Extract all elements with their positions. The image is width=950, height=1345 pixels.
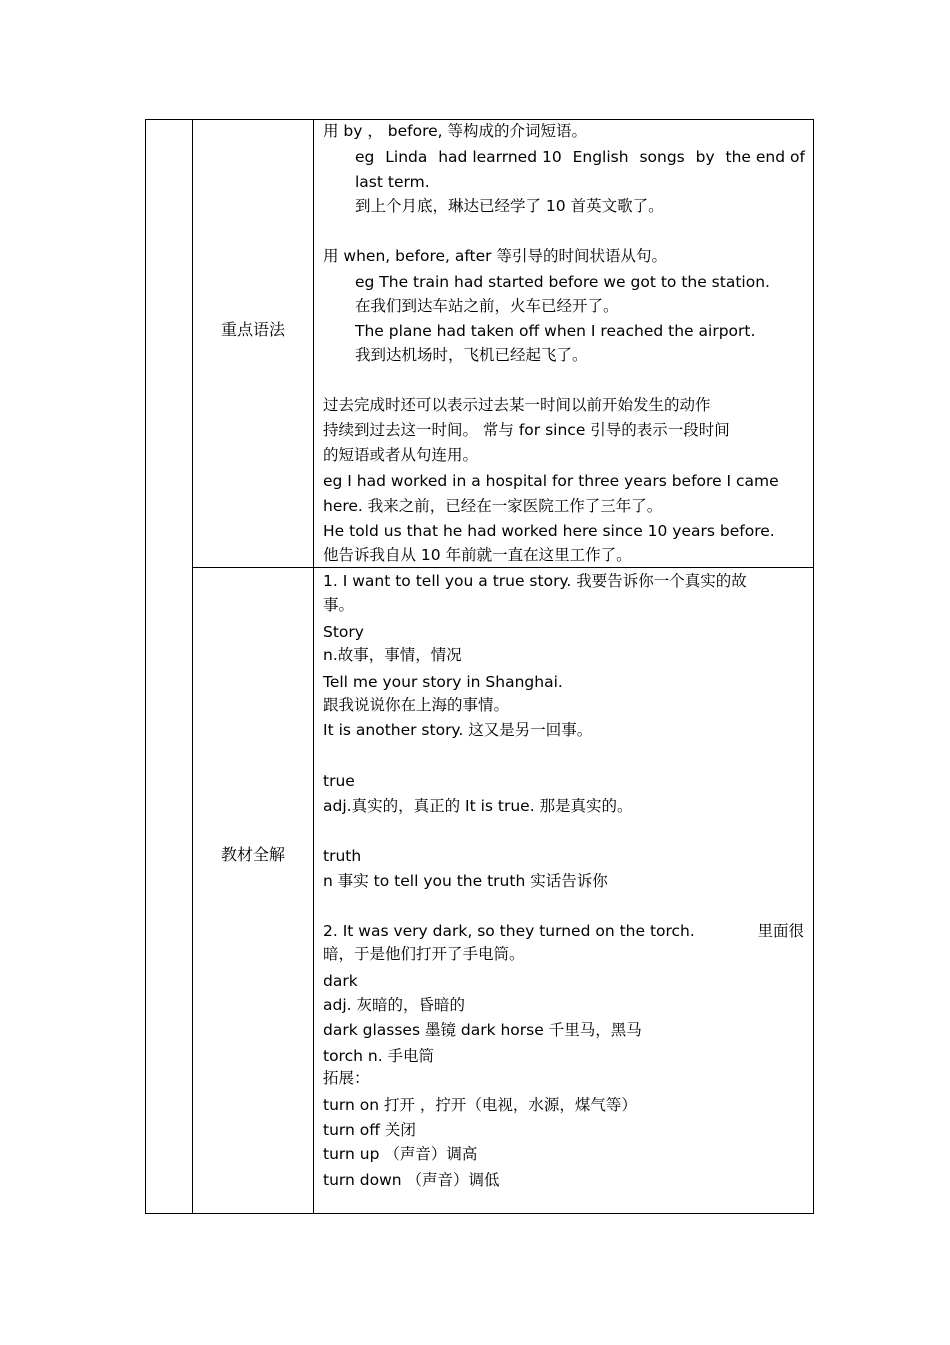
- row-label-textbook: 教材全解: [220, 845, 285, 864]
- content-line: n 事实 to tell you the truth 实话告诉你: [323, 872, 608, 890]
- content-line: eg The train had started before we got to the station.: [355, 273, 770, 291]
- content-line: here. 我来之前，已经在一家医院工作了三年了。: [323, 497, 663, 515]
- content-line: [323, 571, 747, 591]
- line-part: 里面很: [757, 922, 804, 940]
- content-line: 持续到过去这一时间。 常与 for since 引导的表示一段时间: [323, 421, 730, 439]
- content-line: [355, 147, 805, 167]
- content-line: It is another story. 这又是另一回事。: [323, 721, 593, 739]
- line-part: songs: [639, 148, 685, 166]
- row-divider: [192, 567, 814, 568]
- line-part: by: [695, 148, 715, 166]
- table-border-right: [813, 119, 814, 1214]
- content-line: 用 when, before, after 等引导的时间状语从句。: [323, 247, 667, 265]
- content-line: true: [323, 772, 355, 790]
- content-line: 我到达机场时，飞机已经起飞了。: [355, 346, 588, 364]
- content-line: adj.真实的，真正的 It is true. 那是真实的。: [323, 797, 633, 815]
- content-line: Story: [323, 623, 364, 641]
- table-border-left: [145, 119, 146, 1214]
- content-line: last term.: [355, 173, 430, 191]
- row-label-grammar: 重点语法: [220, 320, 285, 339]
- content-line: Tell me your story in Shanghai.: [323, 673, 563, 691]
- content-line: dark glasses 墨镜 dark horse 千里马，黑马: [323, 1021, 642, 1039]
- content-line: The plane had taken off when I reached the airport.: [355, 322, 756, 340]
- content-line: eg I had worked in a hospital for three years before I came: [323, 472, 779, 490]
- content-line: 的短语或者从句连用。: [323, 446, 479, 464]
- content-line: 他告诉我自从 10 年前就一直在这里工作了。: [323, 546, 632, 564]
- content-line: turn on 打开 ，拧开（电视，水源，煤气等）: [323, 1096, 637, 1114]
- content-line: turn down （声音）调低: [323, 1171, 500, 1189]
- content-line: dark: [323, 972, 358, 990]
- content-line: He told us that he had worked here since 10 years before.: [323, 522, 775, 540]
- content-line: 事。: [323, 596, 355, 614]
- content-line: 过去完成时还可以表示过去某一时间以前开始发生的动作: [323, 396, 711, 414]
- line-part: the end of: [725, 148, 805, 166]
- line-part: 1. I want to tell you a true story. 我要告诉你一个真实的故: [323, 572, 747, 590]
- line-part: had learrned 10: [438, 148, 562, 166]
- content-line: truth: [323, 847, 362, 865]
- line-part: 2. It was very dark, so they turned on the torch.: [323, 922, 695, 940]
- line-part: Linda: [385, 148, 428, 166]
- content-line: 暗，于是他们打开了手电筒。: [323, 945, 525, 963]
- content-line: turn off 关闭: [323, 1121, 416, 1139]
- content-line: 用 by ， before, 等构成的介词短语。: [323, 122, 588, 140]
- content-line: torch n. 手电筒: [323, 1047, 435, 1065]
- column-divider-2: [313, 119, 314, 1214]
- column-divider-1: [192, 119, 193, 1214]
- content-line: 拓展：: [323, 1069, 370, 1087]
- content-line: turn up （声音）调高: [323, 1145, 478, 1163]
- line-part: eg: [355, 148, 375, 166]
- table-border-top: [145, 119, 814, 120]
- table-border-bottom: [145, 1213, 814, 1214]
- content-line: adj. 灰暗的，昏暗的: [323, 996, 465, 1014]
- content-line: 跟我说说你在上海的事情。: [323, 696, 510, 714]
- lesson-table: [145, 119, 814, 1214]
- line-part: English: [572, 148, 629, 166]
- content-line: n.故事，事情，情况: [323, 646, 462, 664]
- content-line: 在我们到达车站之前，火车已经开了。: [355, 297, 619, 315]
- content-line: 到上个月底，琳达已经学了 10 首英文歌了。: [355, 197, 664, 215]
- content-line: [323, 921, 804, 941]
